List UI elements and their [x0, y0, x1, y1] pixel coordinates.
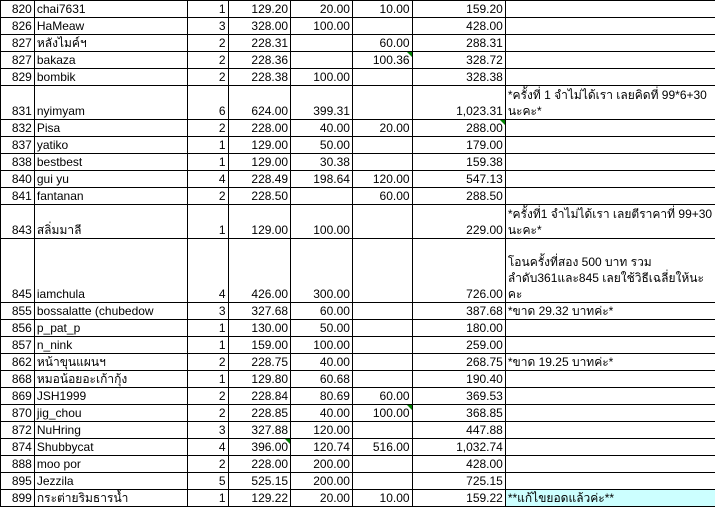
cell-extra[interactable]	[352, 337, 412, 354]
cell-total[interactable]: 190.40	[412, 371, 505, 388]
table-row	[1, 456, 715, 473]
cell-note[interactable]	[505, 337, 715, 354]
cell-price[interactable]: 129.00	[228, 137, 291, 154]
note-text: *ขาด 19.25 บาทค่ะ*	[508, 355, 614, 369]
cell-quantity[interactable]: 1	[187, 154, 228, 171]
cell-username[interactable]: Jezzila	[34, 473, 187, 490]
cell-price[interactable]: 129.00	[228, 154, 291, 171]
cell-extra[interactable]: 120.00	[352, 171, 412, 188]
cell-total[interactable]: 428.00	[412, 18, 505, 35]
note-text: *ครั้งที่ 1 จำไม่ได้เรา เลยคิดที่ 99*6+30 นะคะ*	[508, 88, 707, 118]
cell-note[interactable]	[505, 303, 715, 320]
cell-username[interactable]: nyimyam	[34, 86, 187, 120]
cell-username[interactable]: chai7631	[34, 1, 187, 18]
cell-username[interactable]: gui yu	[34, 171, 187, 188]
cell-shipping[interactable]	[291, 52, 353, 69]
cell-shipping[interactable]: 50.00	[291, 137, 353, 154]
cell-total[interactable]: 288.31	[412, 35, 505, 52]
cell-id[interactable]: 857	[1, 337, 35, 354]
cell-shipping[interactable]: 120.00	[291, 422, 353, 439]
cell-price[interactable]: 129.20	[228, 1, 291, 18]
cell-shipping[interactable]	[291, 35, 353, 52]
cell-shipping[interactable]: 50.00	[291, 320, 353, 337]
table-row	[1, 35, 715, 52]
cell-note[interactable]	[505, 1, 715, 18]
table-row	[1, 388, 715, 405]
table-row	[1, 473, 715, 490]
cell-shipping[interactable]: 40.00	[291, 120, 353, 137]
cell-note[interactable]	[505, 137, 715, 154]
cell-note[interactable]	[505, 69, 715, 86]
cell-username[interactable]: p_pat_p	[34, 320, 187, 337]
cell-price[interactable]: 129.22	[228, 490, 291, 507]
table-row	[1, 439, 715, 456]
cell-price[interactable]: 129.00	[228, 205, 291, 239]
cell-extra[interactable]	[352, 205, 412, 239]
table-row	[1, 337, 715, 354]
cell-shipping[interactable]: 40.00	[291, 354, 353, 371]
cell-note[interactable]	[505, 171, 715, 188]
cell-username[interactable]: สลิ่มมาลี	[34, 205, 187, 239]
table-row	[1, 303, 715, 320]
cell-shipping[interactable]: 100.00	[291, 337, 353, 354]
cell-id[interactable]: 895	[1, 473, 35, 490]
cell-price[interactable]: 525.15	[228, 473, 291, 490]
cell-note[interactable]	[505, 320, 715, 337]
cell-total[interactable]: 259.00	[412, 337, 505, 354]
cell-note[interactable]	[505, 154, 715, 171]
cell-price[interactable]: 228.31	[228, 35, 291, 52]
cell-price[interactable]: 129.80	[228, 371, 291, 388]
table-row	[1, 18, 715, 35]
table-row	[1, 371, 715, 388]
cell-total[interactable]: 229.00	[412, 205, 505, 239]
cell-total[interactable]: 159.38	[412, 154, 505, 171]
cell-quantity[interactable]: 1	[187, 320, 228, 337]
table-row	[1, 188, 715, 205]
cell-note[interactable]	[505, 371, 715, 388]
cell-note[interactable]	[505, 86, 715, 120]
cell-extra[interactable]	[352, 473, 412, 490]
cell-price[interactable]: 228.38	[228, 69, 291, 86]
cell-total[interactable]: 180.00	[412, 320, 505, 337]
cell-username[interactable]: กระต่ายริมธารน้ำ	[34, 490, 187, 507]
cell-quantity[interactable]: 1	[187, 371, 228, 388]
cell-total[interactable]: 268.75	[412, 354, 505, 371]
table-row	[1, 1, 715, 18]
cell-total[interactable]: 726.00	[412, 239, 505, 303]
cell-quantity[interactable]: 2	[187, 188, 228, 205]
cell-total[interactable]: 369.53	[412, 388, 505, 405]
cell-id[interactable]: 888	[1, 456, 35, 473]
cell-id[interactable]: 874	[1, 439, 35, 456]
cell-extra[interactable]	[352, 320, 412, 337]
cell-quantity[interactable]: 1	[187, 137, 228, 154]
cell-note[interactable]	[505, 205, 715, 239]
cell-note[interactable]	[505, 239, 715, 303]
cell-username[interactable]: JSH1999	[34, 388, 187, 405]
cell-shipping[interactable]: 200.00	[291, 473, 353, 490]
cell-quantity[interactable]: 2	[187, 405, 228, 422]
cell-shipping[interactable]: 20.00	[291, 1, 353, 18]
cell-id[interactable]: 872	[1, 422, 35, 439]
cell-total[interactable]: 179.00	[412, 137, 505, 154]
cell-shipping[interactable]: 120.74	[291, 439, 353, 456]
cell-shipping[interactable]: 80.69	[291, 388, 353, 405]
note-text: *ครั้งที่1 จำไม่ได้เรา เลยตีราคาที่ 99+30 นะคะ*	[508, 207, 712, 237]
cell-note[interactable]	[505, 388, 715, 405]
cell-note[interactable]	[505, 405, 715, 422]
cell-username[interactable]: NuHring	[34, 422, 187, 439]
cell-extra[interactable]: 60.00	[352, 388, 412, 405]
cell-total[interactable]: 725.15	[412, 473, 505, 490]
cell-username[interactable]: Pisa	[34, 120, 187, 137]
cell-price[interactable]: 228.00	[228, 120, 291, 137]
cell-price[interactable]: 130.00	[228, 320, 291, 337]
cell-extra[interactable]: 516.00	[352, 439, 412, 456]
cell-total[interactable]: 368.85	[412, 405, 505, 422]
table-row	[1, 490, 715, 507]
cell-total[interactable]: 288.50	[412, 188, 505, 205]
cell-price[interactable]: 228.49	[228, 171, 291, 188]
table-row	[1, 154, 715, 171]
table-row	[1, 86, 715, 120]
cell-note[interactable]	[505, 52, 715, 69]
cell-extra[interactable]: 100.36	[352, 52, 412, 69]
cell-price[interactable]: 327.88	[228, 422, 291, 439]
cell-id[interactable]: 837	[1, 137, 35, 154]
cell-price[interactable]: 328.00	[228, 18, 291, 35]
cell-shipping[interactable]: 300.00	[291, 239, 353, 303]
cell-quantity[interactable]: 2	[187, 456, 228, 473]
table-row	[1, 171, 715, 188]
cell-extra[interactable]: 20.00	[352, 120, 412, 137]
cell-extra[interactable]	[352, 422, 412, 439]
cell-price[interactable]: 159.00	[228, 337, 291, 354]
cell-id[interactable]: 826	[1, 18, 35, 35]
cell-id[interactable]: 870	[1, 405, 35, 422]
cell-quantity[interactable]: 2	[187, 388, 228, 405]
table-row	[1, 120, 715, 137]
cell-shipping[interactable]: 30.38	[291, 154, 353, 171]
cell-total[interactable]: 547.13	[412, 171, 505, 188]
cell-total[interactable]: 328.72	[412, 52, 505, 69]
cell-note[interactable]	[505, 422, 715, 439]
cell-quantity[interactable]: 3	[187, 18, 228, 35]
cell-id[interactable]: 843	[1, 205, 35, 239]
cell-shipping[interactable]: 60.00	[291, 303, 353, 320]
cell-username[interactable]: fantanan	[34, 188, 187, 205]
cell-extra[interactable]	[352, 154, 412, 171]
cell-shipping[interactable]: 40.00	[291, 405, 353, 422]
cell-note[interactable]	[505, 35, 715, 52]
cell-id[interactable]: 841	[1, 188, 35, 205]
cell-price[interactable]: 228.36	[228, 52, 291, 69]
cell-price[interactable]: 228.00	[228, 456, 291, 473]
cell-quantity[interactable]: 2	[187, 52, 228, 69]
cell-total[interactable]: 1,032.74	[412, 439, 505, 456]
cell-id[interactable]: 862	[1, 354, 35, 371]
cell-extra[interactable]	[352, 18, 412, 35]
cell-username[interactable]: Shubbycat	[34, 439, 187, 456]
cell-shipping[interactable]: 100.00	[291, 205, 353, 239]
cell-price[interactable]: 624.00	[228, 86, 291, 120]
cell-id[interactable]: 838	[1, 154, 35, 171]
cell-quantity[interactable]: 2	[187, 354, 228, 371]
cell-id[interactable]: 840	[1, 171, 35, 188]
cell-id[interactable]: 899	[1, 490, 35, 507]
table-row	[1, 422, 715, 439]
cell-note[interactable]	[505, 354, 715, 371]
cell-quantity[interactable]: 2	[187, 69, 228, 86]
cell-extra[interactable]	[352, 303, 412, 320]
note-text: **แก้ไขยอดแล้วค่ะ**	[508, 491, 614, 505]
cell-note[interactable]	[505, 439, 715, 456]
cell-quantity[interactable]: 4	[187, 239, 228, 303]
cell-extra[interactable]: 60.00	[352, 35, 412, 52]
cell-quantity[interactable]: 3	[187, 422, 228, 439]
cell-note[interactable]	[505, 473, 715, 490]
cell-extra[interactable]	[352, 137, 412, 154]
cell-id[interactable]: 869	[1, 388, 35, 405]
cell-username[interactable]: bakaza	[34, 52, 187, 69]
cell-id[interactable]: 856	[1, 320, 35, 337]
cell-username[interactable]: moo por	[34, 456, 187, 473]
cell-note[interactable]	[505, 18, 715, 35]
cell-price[interactable]: 228.50	[228, 188, 291, 205]
cell-quantity[interactable]: 4	[187, 439, 228, 456]
cell-shipping[interactable]: 200.00	[291, 456, 353, 473]
table-row	[1, 405, 715, 422]
table-row	[1, 205, 715, 239]
cell-price[interactable]: 228.84	[228, 388, 291, 405]
table-row	[1, 354, 715, 371]
cell-note[interactable]	[505, 456, 715, 473]
cell-id[interactable]: 827	[1, 52, 35, 69]
cell-total[interactable]: 428.00	[412, 456, 505, 473]
cell-quantity[interactable]: 2	[187, 35, 228, 52]
note-text: โอนครั้งที่สอง 500 บาท รวมลำดับ361และ845 เลยใช้วิธีเฉลี่ยให้นะคะ	[508, 255, 704, 301]
cell-username[interactable]: jig_chou	[34, 405, 187, 422]
cell-id[interactable]: 832	[1, 120, 35, 137]
cell-extra[interactable]	[352, 371, 412, 388]
cell-shipping[interactable]: 20.00	[291, 490, 353, 507]
cell-total[interactable]: 159.20	[412, 1, 505, 18]
cell-price[interactable]: 396.00	[228, 439, 291, 456]
cell-username[interactable]: bombik	[34, 69, 187, 86]
cell-username[interactable]: n_nink	[34, 337, 187, 354]
table-row	[1, 52, 715, 69]
cell-price[interactable]: 327.68	[228, 303, 291, 320]
cell-id[interactable]: 829	[1, 69, 35, 86]
cell-username[interactable]: หน้าขุนแผนฯ	[34, 354, 187, 371]
cell-total[interactable]: 159.22	[412, 490, 505, 507]
cell-shipping[interactable]: 60.68	[291, 371, 353, 388]
cell-shipping[interactable]: 399.31	[291, 86, 353, 120]
cell-quantity[interactable]: 1	[187, 337, 228, 354]
cell-username[interactable]: หมอน้อยอะเก้ากุ้ง	[34, 371, 187, 388]
cell-extra[interactable]: 10.00	[352, 1, 412, 18]
cell-total[interactable]: 447.88	[412, 422, 505, 439]
cell-id[interactable]: 831	[1, 86, 35, 120]
cell-extra[interactable]	[352, 456, 412, 473]
cell-quantity[interactable]: 1	[187, 205, 228, 239]
cell-total[interactable]: 387.68	[412, 303, 505, 320]
cell-username[interactable]: bossalatte (chubedow	[34, 303, 187, 320]
cell-quantity[interactable]: 4	[187, 171, 228, 188]
cell-total[interactable]: 328.38	[412, 69, 505, 86]
cell-note[interactable]	[505, 490, 715, 507]
cell-extra[interactable]	[352, 86, 412, 120]
note-text: *ขาด 29.32 บาทค่ะ*	[508, 304, 614, 318]
table-row	[1, 239, 715, 303]
cell-price[interactable]: 426.00	[228, 239, 291, 303]
cell-quantity[interactable]: 2	[187, 120, 228, 137]
cell-price[interactable]: 228.75	[228, 354, 291, 371]
cell-extra[interactable]: 60.00	[352, 188, 412, 205]
cell-total[interactable]: 1,023.31	[412, 86, 505, 120]
cell-username[interactable]: HaMeaw	[34, 18, 187, 35]
cell-extra[interactable]	[352, 354, 412, 371]
cell-username[interactable]: bestbest	[34, 154, 187, 171]
cell-price[interactable]: 228.85	[228, 405, 291, 422]
cell-quantity[interactable]: 1	[187, 1, 228, 18]
cell-shipping[interactable]	[291, 188, 353, 205]
table-row	[1, 320, 715, 337]
cell-extra[interactable]: 10.00	[352, 490, 412, 507]
cell-extra[interactable]	[352, 69, 412, 86]
cell-id[interactable]: 845	[1, 239, 35, 303]
cell-username[interactable]: yatiko	[34, 137, 187, 154]
cell-quantity[interactable]: 1	[187, 490, 228, 507]
table-row	[1, 69, 715, 86]
cell-quantity[interactable]: 6	[187, 86, 228, 120]
cell-quantity[interactable]: 5	[187, 473, 228, 490]
table-row	[1, 137, 715, 154]
cell-id[interactable]: 820	[1, 1, 35, 18]
cell-extra[interactable]	[352, 239, 412, 303]
cell-id[interactable]: 827	[1, 35, 35, 52]
cell-note[interactable]	[505, 120, 715, 137]
cell-username[interactable]: หลังไมค์ฯ	[34, 35, 187, 52]
cell-shipping[interactable]: 100.00	[291, 69, 353, 86]
cell-total[interactable]: 288.00	[412, 120, 505, 137]
cell-username[interactable]: iamchula	[34, 239, 187, 303]
cell-note[interactable]	[505, 188, 715, 205]
cell-quantity[interactable]: 3	[187, 303, 228, 320]
cell-shipping[interactable]: 100.00	[291, 18, 353, 35]
cell-extra[interactable]: 100.00	[352, 405, 412, 422]
cell-id[interactable]: 855	[1, 303, 35, 320]
cell-id[interactable]: 868	[1, 371, 35, 388]
cell-shipping[interactable]: 198.64	[291, 171, 353, 188]
